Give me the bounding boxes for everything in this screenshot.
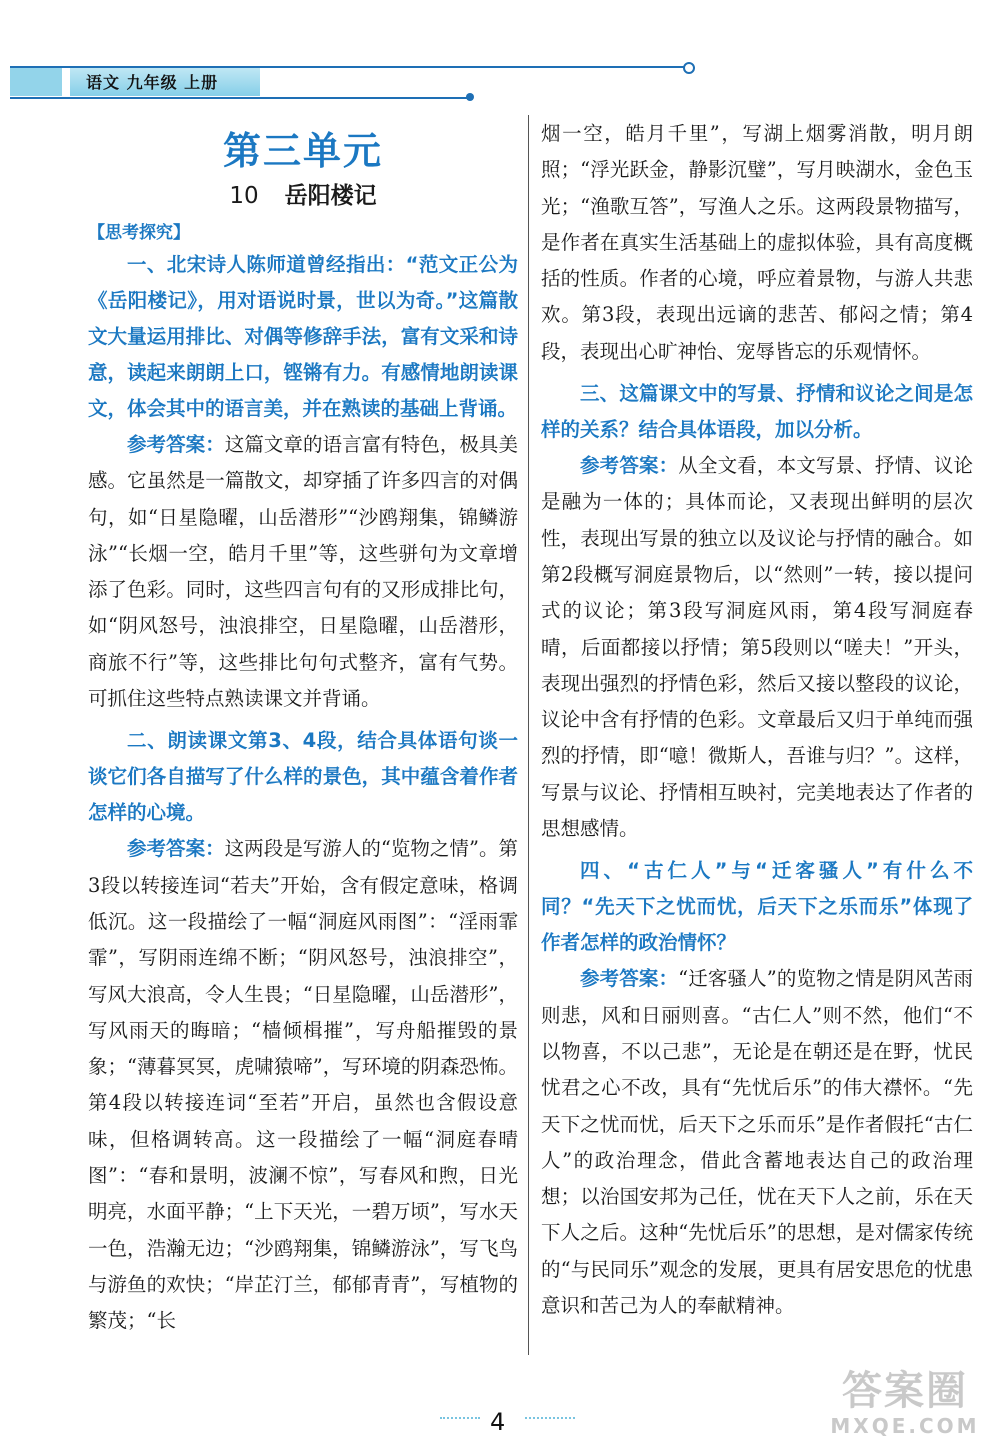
page-header [0, 0, 1000, 110]
column-divider [528, 115, 529, 1355]
answer-label: 参考答案： [127, 837, 225, 861]
header-ring-ornament [683, 62, 695, 74]
footer-ornament-left [440, 1417, 480, 1427]
header-band-left [10, 68, 62, 96]
lesson-number: 10 [229, 183, 259, 209]
answer-2-continued: 烟一空，皓月千里”，写湖上烟雾消散，明月朗照；“浮光跃金，静影沉璧”，写月映湖水，金色玉光；“渔歌互答”，写渔人之乐。这两段景物描写，是作者在真实生活基础上的虚拟体验，具有高度概括的性质。作者的心境，呼应着景物，与游人共悲欢。第3段，表现出远谪的悲苦、郁闷之情；第4段，表现出心旷神怡、宠辱皆忘的乐观情怀。 [541, 122, 973, 363]
question-1: 一、北宋诗人陈师道曾经指出：“范文正公为《岳阳楼记》，用对语说时景，世以为奇。”这篇散文大量运用排比、对偶等修辞手法，富有文采和诗意，读起来朗朗上口，铿锵有力。有感情地朗读课文，体会其中的语言美，并在熟读的基础上背诵。 [88, 253, 518, 420]
answer-3 [541, 448, 973, 847]
watermark-url: MXQE.COM [830, 1414, 980, 1438]
watermark-text: 答案圈 [842, 1368, 968, 1414]
answer-4 [541, 961, 973, 1324]
question-3: 三、这篇课文中的写景、抒情和议论之间是怎样的关系？结合具体语段，加以分析。 [541, 382, 973, 442]
footer-ornament-right [525, 1417, 575, 1427]
book-title: 语文 九年级 上册 [86, 73, 219, 92]
answer-2 [88, 831, 518, 1339]
header-rule-bottom [10, 97, 470, 99]
section-label: 【思考探究】 [88, 223, 190, 243]
page-number: 4 [490, 1408, 506, 1436]
answer-3-text: 从全文看，本文写景、抒情、议论是融为一体的；具体而论，又表现出鲜明的层次性，表现出写景的独立以及议论与抒情的融合。如第2段概写洞庭景物后，以“然则”一转，接以提问式的议论；第3段写洞庭风雨，第4段写洞庭春晴，后面都接以抒情；第5段则以“嗟夫！”开头，表现出强烈的抒情色彩，然后又接以整段的议论，议论中含有抒情的色彩。文章最后又归于单纯而强烈的抒情，即“噫！微斯人，吾谁与归？”。这样，写景与议论、抒情相互映衬，完美地表达了作者的思想感情。 [541, 454, 973, 841]
answer-label: 参考答案： [127, 433, 225, 456]
header-dot-ornament [466, 93, 474, 101]
answer-1-text: 这篇文章的语言富有特色，极具美感。它虽然是一篇散文，却穿插了许多四言的对偶句，如“日星隐曜，山岳潜形”“沙鸥翔集，锦鳞游泳”“长烟一空，皓月千里”等，这些骈句为文章增添了色彩。同时，这些四言句有的又形成排比句，如“阴风怒号，浊浪排空，日星隐曜，山岳潜形，商旅不行”等，这些排比句句式整齐，富有气势。可抓住这些特点熟读课文并背诵。 [88, 433, 518, 711]
left-column [88, 110, 518, 1346]
answer-4-text: “迁客骚人”的览物之情是阴风苦雨则悲，风和日丽则喜。“古仁人”则不然，他们“不以物喜，不以己悲”，无论是在朝还是在野，忧民忧君之心不改，具有“先忧后乐”的伟大襟怀。“先天下之忧而忧，后天下之乐而乐”是作者假托“古仁人”的政治理念，借此含蓄地表达自己的政治理想；以治国安邦为己任，忧在天下人之前，乐在天下人之后。这种“先忧后乐”的思想，是对儒家传统的“与民同乐”观念的发展，更具有居安思危的忧患意识和苦己为人的奉献精神。 [541, 967, 973, 1318]
unit-title: 第三单元 [222, 129, 383, 173]
lesson-heading [88, 177, 518, 210]
answer-label: 参考答案： [580, 967, 679, 991]
question-4: 四、“古仁人”与“迁客骚人”有什么不同？“先天下之忧而忧，后天下之乐而乐”体现了作者怎样的政治情怀？ [541, 859, 973, 955]
right-column [541, 116, 973, 1330]
answer-1 [88, 427, 518, 717]
watermark-logo [820, 1368, 990, 1448]
lesson-title: 岳阳楼记 [284, 183, 377, 209]
question-2: 二、朗读课文第3、4段，结合具体语句谈一谈它们各自描写了什么样的景色，其中蕴含着作者怎样的心境。 [88, 729, 518, 825]
answer-label: 参考答案： [580, 454, 679, 478]
answer-2-text: 这两段是写游人的“览物之情”。第3段以转接连词“若夫”开始，含有假定意味，格调低沉。这一段描绘了一幅“洞庭风雨图”：“淫雨霏霏”，写阴雨连绵不断；“阴风怒号，浊浪排空”，写风大浪高，令人生畏；“日星隐曜，山岳潜形”，写风雨天的晦暗；“樯倾楫摧”，写舟船摧毁的景象；“薄暮冥冥，虎啸猿啼”，写环境的阴森恐怖。第4段以转接连词“至若”开启，虽然也含假设意味，但格调转高。这一段描绘了一幅“洞庭春晴图”：“春和景明，波澜不惊”，写春风和煦，日光明亮，水面平静；“上下天光，一碧万顷”，写水天一色，浩瀚无边；“沙鸥翔集，锦鳞游泳”，写飞鸟与游鱼的欢快；“岸芷汀兰，郁郁青青”，写植物的繁茂；“长 [88, 837, 518, 1333]
